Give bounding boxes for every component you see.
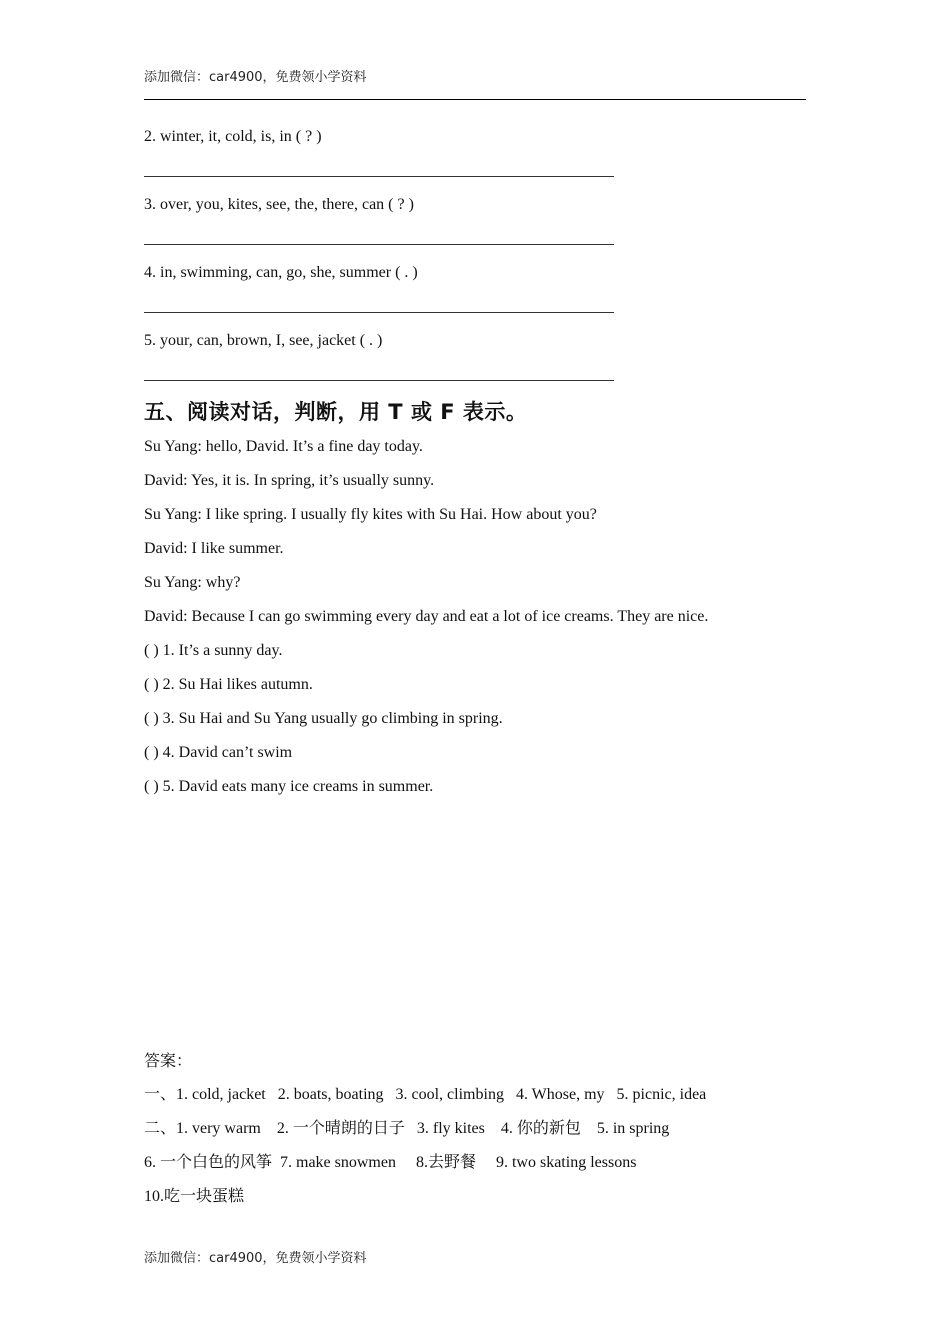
reorder-item-4: 4. in, swimming, can, go, she, summer ( . )	[144, 264, 418, 281]
section-5-title: 五、阅读对话，判断，用 T 或 F 表示。	[144, 400, 528, 424]
answer-key-line: 6. 一个白色的风筝 7. make snowmen 8.去野餐 9. two skating lessons	[144, 1154, 637, 1171]
answer-blank-2[interactable]	[144, 176, 614, 177]
answer-blank-3[interactable]	[144, 244, 614, 245]
tf-question-3: ( ) 3. Su Hai and Su Yang usually go climbing in spring.	[144, 710, 503, 727]
reorder-item-5: 5. your, can, brown, I, see, jacket ( . )	[144, 332, 383, 349]
footer-note: 添加微信：car4900，免费领小学资料	[144, 1251, 367, 1266]
tf-question-2: ( ) 2. Su Hai likes autumn.	[144, 676, 313, 693]
answer-key-line: 一、1. cold, jacket 2. boats, boating 3. cool, climbing 4. Whose, my 5. picnic, idea	[144, 1086, 707, 1103]
reorder-item-3: 3. over, you, kites, see, the, there, can ( ? )	[144, 196, 414, 213]
answer-blank-5[interactable]	[144, 380, 614, 381]
dialogue-line: Su Yang: hello, David. It’s a fine day today.	[144, 438, 423, 455]
tf-question-5: ( ) 5. David eats many ice creams in summer.	[144, 778, 434, 795]
dialogue-line: David: Because I can go swimming every day and eat a lot of ice creams. They are nice.	[144, 608, 709, 625]
dialogue-line: David: Yes, it is. In spring, it’s usually sunny.	[144, 472, 435, 489]
answer-key-line: 10.吃一块蛋糕	[144, 1188, 245, 1205]
header-note: 添加微信：car4900，免费领小学资料	[144, 70, 367, 85]
dialogue-line: Su Yang: why?	[144, 574, 241, 591]
tf-question-1: ( ) 1. It’s a sunny day.	[144, 642, 283, 659]
tf-question-4: ( ) 4. David can’t swim	[144, 744, 293, 761]
answer-key-line: 二、1. very warm 2. 一个晴朗的日子 3. fly kites 4. 你的新包 5. in spring	[144, 1120, 670, 1137]
answer-blank-4[interactable]	[144, 312, 614, 313]
header-divider	[144, 99, 806, 100]
answers-heading: 答案：	[144, 1053, 193, 1070]
dialogue-line: Su Yang: I like spring. I usually fly kites with Su Hai. How about you?	[144, 506, 597, 523]
dialogue-line: David: I like summer.	[144, 540, 284, 557]
reorder-item-2: 2. winter, it, cold, is, in ( ? )	[144, 128, 322, 145]
